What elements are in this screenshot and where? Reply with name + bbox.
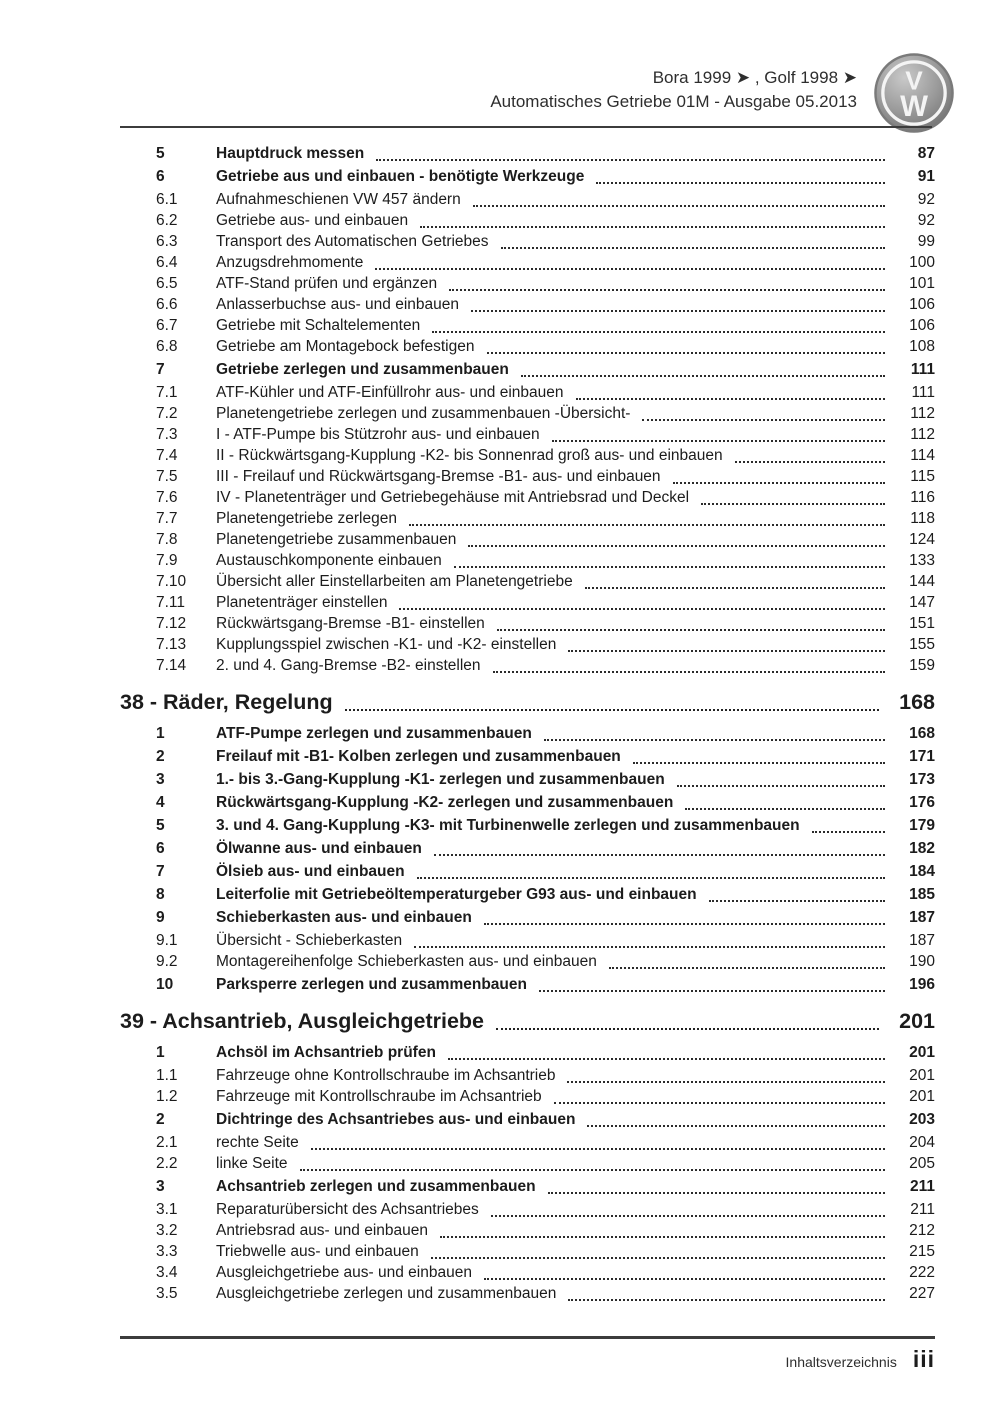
toc-section-heading <box>120 1008 935 1034</box>
entry-title: Getriebe zerlegen und zusammenbauen <box>216 361 509 378</box>
entry-title: III - Freilauf und Rückwärtsgang-Bremse -B1- aus- und einbauen <box>216 468 661 485</box>
toc-entry <box>120 838 935 859</box>
entry-number: 5 <box>156 145 165 162</box>
entry-number: 7.6 <box>156 489 178 506</box>
entry-title: Übersicht aller Einstellarbeiten am Planetengetriebe <box>216 573 573 590</box>
entry-number: 7.9 <box>156 552 178 569</box>
dot-leader <box>812 831 885 833</box>
dot-leader <box>434 854 885 856</box>
entry-page: 201 <box>909 1067 935 1084</box>
entry-page: 100 <box>909 254 935 271</box>
toc-entry <box>120 1176 935 1197</box>
toc-entry <box>120 210 935 231</box>
page-footer <box>120 1346 935 1373</box>
entry-title: Rückwärtsgang-Bremse -B1- einstellen <box>216 615 485 632</box>
entry-number: 3.4 <box>156 1264 178 1281</box>
toc-entry <box>120 273 935 294</box>
entry-number: 6.1 <box>156 191 178 208</box>
entry-page: 187 <box>909 909 935 926</box>
entry-number: 6 <box>156 840 165 857</box>
section-title: 38 - Räder, Regelung <box>120 690 333 714</box>
entry-page: 133 <box>909 552 935 569</box>
entry-page: 115 <box>910 468 935 485</box>
toc-entry <box>120 1241 935 1262</box>
entry-number: 7.3 <box>156 426 178 443</box>
entry-number: 7.12 <box>156 615 187 632</box>
toc-entry <box>120 1283 935 1304</box>
entry-number: 6.7 <box>156 317 178 334</box>
entry-number: 6.8 <box>156 338 178 355</box>
dot-leader <box>345 709 879 711</box>
table-of-contents <box>120 141 935 1304</box>
entry-number: 6 <box>156 168 165 185</box>
dot-leader <box>544 739 885 741</box>
dot-leader <box>487 352 886 354</box>
toc-entry <box>120 487 935 508</box>
entry-page: 147 <box>909 594 935 611</box>
toc-entry <box>120 294 935 315</box>
dot-leader <box>420 226 885 228</box>
dot-leader <box>642 419 885 421</box>
entry-page: 196 <box>909 976 935 993</box>
entry-title: Leiterfolie mit Getriebeöltemperaturgeber G93 aus- und einbauen <box>216 886 697 903</box>
entry-number: 10 <box>156 976 174 993</box>
entry-number: 7.10 <box>156 573 187 590</box>
dot-leader <box>448 1058 885 1060</box>
toc-entry <box>120 508 935 529</box>
toc-entry <box>120 1086 935 1107</box>
dot-leader <box>609 967 885 969</box>
toc-entry <box>120 231 935 252</box>
dot-leader <box>399 608 885 610</box>
entry-page: 201 <box>909 1088 935 1105</box>
entry-number: 2 <box>156 748 165 765</box>
entry-number: 3 <box>156 1178 165 1195</box>
entry-number: 1 <box>156 725 165 742</box>
entry-page: 201 <box>909 1044 935 1061</box>
entry-title: Getriebe aus und einbauen - benötigte Werkzeuge <box>216 168 585 185</box>
dot-leader <box>576 398 886 400</box>
toc-entry <box>120 359 935 380</box>
toc-entry <box>120 424 935 445</box>
toc-entry <box>120 723 935 744</box>
entry-page: 211 <box>909 1178 935 1195</box>
entry-title: Freilauf mit -B1- Kolben zerlegen und zusammenbauen <box>216 748 621 765</box>
entry-number: 3.1 <box>156 1201 178 1218</box>
entry-page: 227 <box>909 1285 935 1302</box>
entry-number: 6.5 <box>156 275 178 292</box>
dot-leader <box>484 923 885 925</box>
dot-leader <box>440 1236 885 1238</box>
dot-leader <box>677 785 885 787</box>
dot-leader <box>414 946 885 948</box>
toc-entry <box>120 815 935 836</box>
entry-title: Hauptdruck messen <box>216 145 365 162</box>
dot-leader <box>539 990 885 992</box>
entry-title: Achsöl im Achsantrieb prüfen <box>216 1044 436 1061</box>
entry-page: 203 <box>909 1111 935 1128</box>
entry-page: 171 <box>909 748 935 765</box>
entry-number: 7.13 <box>156 636 187 653</box>
entry-page: 99 <box>917 233 935 250</box>
toc-entry <box>120 1132 935 1153</box>
toc-entry <box>120 613 935 634</box>
entry-title: Planetenträger einstellen <box>216 594 388 611</box>
entry-title: Dichtringe des Achsantriebes aus- und einbauen <box>216 1111 576 1128</box>
entry-number: 3.2 <box>156 1222 178 1239</box>
entry-number: 7 <box>156 361 165 378</box>
entry-page: 101 <box>909 275 935 292</box>
entry-page: 168 <box>909 725 935 742</box>
toc-entry <box>120 466 935 487</box>
toc-entry <box>120 930 935 951</box>
entry-number: 7.14 <box>156 657 187 674</box>
entry-page: 114 <box>910 447 935 464</box>
entry-title: 3. und 4. Gang-Kupplung -K3- mit Turbinenwelle zerlegen und zusammenbauen <box>216 817 800 834</box>
entry-page: 124 <box>909 531 935 548</box>
entry-page: 111 <box>910 361 935 378</box>
entry-title: Transport des Automatischen Getriebes <box>216 233 489 250</box>
entry-page: 205 <box>909 1155 935 1172</box>
entry-page: 151 <box>909 615 935 632</box>
dot-leader <box>501 247 885 249</box>
toc-entry <box>120 1042 935 1063</box>
toc-entry <box>120 746 935 767</box>
toc-entry <box>120 974 935 995</box>
toc-entry <box>120 252 935 273</box>
entry-page: 144 <box>909 573 935 590</box>
entry-page: 87 <box>917 145 935 162</box>
entry-page: 112 <box>910 405 935 422</box>
entry-number: 6.6 <box>156 296 178 313</box>
entry-page: 187 <box>909 932 935 949</box>
entry-number: 7.1 <box>156 384 178 401</box>
toc-entry <box>120 403 935 424</box>
entry-title: Übersicht - Schieberkasten <box>216 932 403 949</box>
entry-page: 91 <box>917 168 935 185</box>
dot-leader <box>521 375 885 377</box>
dot-leader <box>409 524 885 526</box>
entry-title: Ausgleichgetriebe zerlegen und zusammenbauen <box>216 1285 557 1302</box>
entry-number: 3.5 <box>156 1285 178 1302</box>
entry-number: 3 <box>156 771 165 788</box>
toc-entry <box>120 189 935 210</box>
dot-leader <box>311 1148 885 1150</box>
dot-leader <box>484 1278 885 1280</box>
dot-leader <box>568 1299 885 1301</box>
entry-number: 2.1 <box>156 1134 178 1151</box>
entry-title: Getriebe aus- und einbauen <box>216 212 409 229</box>
toc-entry <box>120 336 935 357</box>
toc-entry <box>120 1109 935 1130</box>
dot-leader <box>735 461 885 463</box>
entry-title: Planetengetriebe zusammenbauen <box>216 531 457 548</box>
entry-title: Kupplungsspiel zwischen -K1- und -K2- einstellen <box>216 636 557 653</box>
dot-leader <box>548 1192 885 1194</box>
entry-title: Reparaturübersicht des Achsantriebes <box>216 1201 479 1218</box>
section-page: 201 <box>899 1009 935 1033</box>
dot-leader <box>417 877 885 879</box>
header-title-block <box>490 52 857 114</box>
entry-number: 7 <box>156 863 165 880</box>
vw-logo-icon <box>873 52 955 134</box>
entry-page: 92 <box>917 191 935 208</box>
entry-number: 7.7 <box>156 510 178 527</box>
entry-page: 173 <box>909 771 935 788</box>
entry-number: 8 <box>156 886 165 903</box>
entry-page: 155 <box>909 636 935 653</box>
entry-number: 1.2 <box>156 1088 178 1105</box>
entry-title: linke Seite <box>216 1155 288 1172</box>
dot-leader <box>596 182 885 184</box>
dot-leader <box>473 205 885 207</box>
toc-entry <box>120 445 935 466</box>
entry-title: 1.- bis 3.-Gang-Kupplung -K1- zerlegen und zusammenbauen <box>216 771 665 788</box>
entry-number: 4 <box>156 794 165 811</box>
entry-title: Ölwanne aus- und einbauen <box>216 840 422 857</box>
toc-entry <box>120 861 935 882</box>
entry-number: 7.5 <box>156 468 178 485</box>
dot-leader <box>493 671 886 673</box>
entry-title: Getriebe mit Schaltelementen <box>216 317 421 334</box>
toc-entry <box>120 592 935 613</box>
toc-entry <box>120 315 935 336</box>
entry-page: 111 <box>911 384 935 401</box>
entry-number: 5 <box>156 817 165 834</box>
toc-entry <box>120 884 935 905</box>
entry-title: Planetengetriebe zerlegen <box>216 510 397 527</box>
entry-page: 204 <box>909 1134 935 1151</box>
dot-leader <box>552 440 885 442</box>
entry-number: 2.2 <box>156 1155 178 1172</box>
entry-page: 108 <box>909 338 935 355</box>
section-title: 39 - Achsantrieb, Ausgleichgetriebe <box>120 1009 485 1033</box>
toc-entry <box>120 382 935 403</box>
toc-entry <box>120 792 935 813</box>
entry-number: 7.2 <box>156 405 178 422</box>
entry-title: Fahrzeuge ohne Kontrollschraube im Achsantrieb <box>216 1067 556 1084</box>
svg-text:V: V <box>905 65 923 96</box>
entry-title: ATF-Stand prüfen und ergänzen <box>216 275 438 292</box>
entry-title: Parksperre zerlegen und zusammenbauen <box>216 976 527 993</box>
entry-page: 106 <box>909 296 935 313</box>
dot-leader <box>496 1028 879 1030</box>
entry-page: 185 <box>909 886 935 903</box>
toc-entry <box>120 1153 935 1174</box>
toc-entry <box>120 655 935 676</box>
dot-leader <box>376 159 885 161</box>
dot-leader <box>468 545 885 547</box>
toc-entry <box>120 571 935 592</box>
entry-title: ATF-Kühler und ATF-Einfüllrohr aus- und einbauen <box>216 384 564 401</box>
entry-title: Anzugsdrehmomente <box>216 254 364 271</box>
entry-number: 1 <box>156 1044 165 1061</box>
entry-title: Ölsieb aus- und einbauen <box>216 863 405 880</box>
entry-page: 182 <box>909 840 935 857</box>
dot-leader <box>454 566 885 568</box>
section-page: 168 <box>899 690 935 714</box>
entry-page: 212 <box>909 1222 935 1239</box>
entry-page: 106 <box>909 317 935 334</box>
entry-page: 211 <box>910 1201 935 1218</box>
entry-number: 9 <box>156 909 165 926</box>
entry-title: Rückwärtsgang-Kupplung -K2- zerlegen und zusammenbauen <box>216 794 674 811</box>
dot-leader <box>375 268 885 270</box>
entry-number: 9.1 <box>156 932 178 949</box>
entry-number: 2 <box>156 1111 165 1128</box>
dot-leader <box>431 1257 885 1259</box>
header-model-line: Bora 1999 ➤ , Golf 1998 ➤ <box>652 68 857 87</box>
dot-leader <box>568 650 885 652</box>
dot-leader <box>300 1169 885 1171</box>
entry-page: 92 <box>917 212 935 229</box>
toc-entry <box>120 143 935 164</box>
entry-page: 176 <box>909 794 935 811</box>
entry-title: Getriebe am Montagebock befestigen <box>216 338 475 355</box>
entry-title: Anlasserbuchse aus- und einbauen <box>216 296 460 313</box>
entry-title: Aufnahmeschienen VW 457 ändern <box>216 191 461 208</box>
dot-leader <box>554 1102 885 1104</box>
entry-title: Fahrzeuge mit Kontrollschraube im Achsantrieb <box>216 1088 542 1105</box>
dot-leader <box>497 629 885 631</box>
entry-page: 184 <box>909 863 935 880</box>
entry-page: 222 <box>909 1264 935 1281</box>
entry-number: 6.4 <box>156 254 178 271</box>
entry-number: 6.2 <box>156 212 178 229</box>
toc-entry <box>120 907 935 928</box>
toc-entry <box>120 550 935 571</box>
entry-number: 7.8 <box>156 531 178 548</box>
entry-page: 116 <box>910 489 935 506</box>
footer-page-number: iii <box>912 1346 935 1372</box>
dot-leader <box>701 503 885 505</box>
entry-number: 6.3 <box>156 233 178 250</box>
dot-leader <box>567 1081 885 1083</box>
dot-leader <box>587 1125 885 1127</box>
toc-entry <box>120 634 935 655</box>
entry-number: 1.1 <box>156 1067 178 1084</box>
dot-leader <box>432 331 885 333</box>
entry-title: Antriebsrad aus- und einbauen <box>216 1222 428 1239</box>
entry-page: 118 <box>910 510 935 527</box>
entry-title: ATF-Pumpe zerlegen und zusammenbauen <box>216 725 532 742</box>
toc-entry <box>120 951 935 972</box>
header-divider <box>120 126 932 128</box>
dot-leader <box>709 900 885 902</box>
footer-divider <box>120 1336 935 1339</box>
entry-title: rechte Seite <box>216 1134 299 1151</box>
dot-leader <box>585 587 885 589</box>
header-edition-line: Automatisches Getriebe 01M - Ausgabe 05.2013 <box>490 92 857 111</box>
entry-title: Achsantrieb zerlegen und zusammenbauen <box>216 1178 536 1195</box>
svg-text:W: W <box>900 89 928 123</box>
entry-title: Planetengetriebe zerlegen und zusammenbauen -Übersicht- <box>216 405 631 422</box>
entry-title: 2. und 4. Gang-Bremse -B2- einstellen <box>216 657 481 674</box>
toc-entry <box>120 1065 935 1086</box>
dot-leader <box>449 289 885 291</box>
toc-entry <box>120 1262 935 1283</box>
page-header <box>120 52 955 134</box>
footer-section-label: Inhaltsverzeichnis <box>785 1354 897 1370</box>
toc-entry <box>120 769 935 790</box>
entry-page: 159 <box>909 657 935 674</box>
entry-page: 215 <box>909 1243 935 1260</box>
entry-number: 7.4 <box>156 447 178 464</box>
entry-page: 190 <box>909 953 935 970</box>
dot-leader <box>471 310 885 312</box>
entry-title: IV - Planetenträger und Getriebegehäuse mit Antriebsrad und Deckel <box>216 489 690 506</box>
entry-number: 7.11 <box>156 594 186 611</box>
toc-entry <box>120 166 935 187</box>
entry-title: Austauschkomponente einbauen <box>216 552 442 569</box>
entry-title: Montagereihenfolge Schieberkasten aus- und einbauen <box>216 953 597 970</box>
dot-leader <box>673 482 885 484</box>
toc-entry <box>120 529 935 550</box>
entry-title: Triebwelle aus- und einbauen <box>216 1243 419 1260</box>
entry-title: Schieberkasten aus- und einbauen <box>216 909 472 926</box>
toc-section-heading <box>120 689 935 715</box>
entry-page: 179 <box>909 817 935 834</box>
dot-leader <box>633 762 885 764</box>
entry-title: I - ATF-Pumpe bis Stützrohr aus- und einbauen <box>216 426 540 443</box>
toc-entry <box>120 1220 935 1241</box>
entry-title: Ausgleichgetriebe aus- und einbauen <box>216 1264 472 1281</box>
entry-number: 3.3 <box>156 1243 178 1260</box>
entry-page: 112 <box>910 426 935 443</box>
entry-number: 9.2 <box>156 953 178 970</box>
dot-leader <box>685 808 885 810</box>
toc-entry <box>120 1199 935 1220</box>
entry-title: II - Rückwärtsgang-Kupplung -K2- bis Sonnenrad groß aus- und einbauen <box>216 447 723 464</box>
dot-leader <box>491 1215 885 1217</box>
